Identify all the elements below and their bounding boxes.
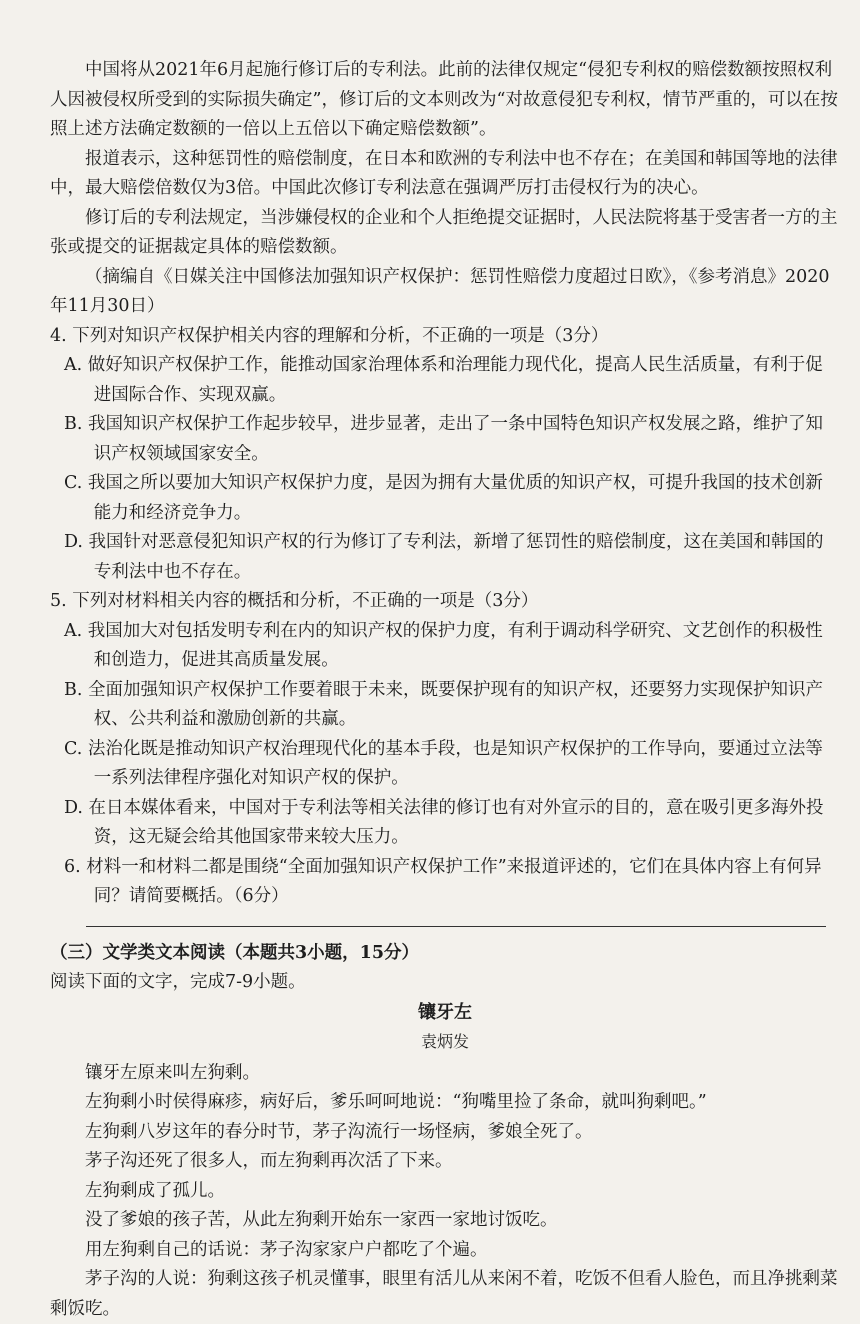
story-paragraph: 用左狗剩自己的话说：茅子沟家家户户都吃了个遍。 [85, 1239, 488, 1260]
passage-paragraph-2: 报道表示，这种惩罚性的赔偿制度，在日本和欧洲的专利法中也不存在；在美国和韩国等地的法律中，最大赔偿倍数仅为3倍。中国此次修订专利法意在强调严厉打击侵权行为的决心。 [50, 148, 838, 198]
story-paragraph: 茅子沟还死了很多人，而左狗剩再次活了下来。 [85, 1151, 453, 1171]
question-5-option-d: D. 在日本媒体看来，中国对于专利法等相关法律的修订也有对外宣示的目的，意在吸引更多海外投资，这无疑会给其他国家带来较大压力。 [64, 797, 824, 847]
passage-source: （摘编自《日媒关注中国修法加强知识产权保护：惩罚性赔偿力度超过日欧》，《参考消息》2020年11月30日） [50, 266, 830, 316]
story-author: 袁炳发 [420, 1032, 469, 1051]
question-4-option-d: D. 我国针对恶意侵犯知识产权的行为修订了专利法，新增了惩罚性的赔偿制度，这在美国和韩国的专利法中也不存在。 [64, 532, 824, 582]
story-title: 镶牙左 [418, 1001, 472, 1023]
story-paragraph: 没了爹娘的孩子苦，从此左狗剩开始东一家西一家地讨饭吃。 [85, 1210, 558, 1230]
question-4-stem: 4. 下列对知识产权保护相关内容的理解和分析，不正确的一项是（3分） [50, 325, 609, 346]
story-paragraph: 茅子沟的人说：狗剩这孩子机灵懂事，眼里有活儿从来闲不着，吃饭不但看人脸色，而且净挑剩菜剩饭吃。 [50, 1269, 838, 1319]
section-3-heading: （三）文学类文本阅读（本题共3小题，15分） [50, 942, 420, 963]
story-paragraph: 左狗剩八岁这年的春分时节，茅子沟流行一场怪病，爹娘全死了。 [85, 1121, 593, 1142]
story-paragraph: 左狗剩成了孤儿。 [85, 1180, 225, 1201]
question-5-option-c: C. 法治化既是推动知识产权治理现代化的基本手段，也是知识产权保护的工作导向，要通过立法等一系列法律程序强化对知识产权的保护。 [64, 738, 823, 788]
passage-paragraph-1: 中国将从2021年6月起施行修订后的专利法。此前的法律仅规定“侵犯专利权的赔偿数额按照权利人因被侵权所受到的实际损失确定”，修订后的文本则改为“对故意侵犯专利权，情节严重的，可以在按照上述方法确定数额的一倍以上五倍以下确定赔偿数额”。 [50, 60, 838, 139]
passage-paragraph-3: 修订后的专利法规定，当涉嫌侵权的企业和个人拒绝提交证据时，人民法院将基于受害者一方的主张或提交的证据裁定具体的赔偿数额。 [50, 207, 838, 257]
story-paragraph: 镶牙左原来叫左狗剩。 [85, 1062, 260, 1083]
section-3-instruction: 阅读下面的文字，完成7-9小题。 [50, 972, 306, 992]
question-4-option-b: B. 我国知识产权保护工作起步较早，进步显著，走出了一条中国特色知识产权发展之路，维护了知识产权领域国家安全。 [64, 414, 823, 464]
question-4-option-c: C. 我国之所以要加大知识产权保护力度，是因为拥有大量优质的知识产权，可提升我国的技术创新能力和经济竞争力。 [64, 473, 823, 523]
answer-line-divider [86, 926, 826, 927]
question-5-option-b: B. 全面加强知识产权保护工作要着眼于未来，既要保护现有的知识产权，还要努力实现保护知识产权、公共利益和激励创新的共赢。 [64, 679, 823, 729]
page-content [50, 56, 840, 1324]
question-6-stem: 6. 材料一和材料二都是围绕“全面加强知识产权保护工作”来报道评述的，它们在具体内容上有何异同？请简要概括。（6分） [64, 856, 822, 906]
question-5-option-a: A. 我国加大对包括发明专利在内的知识产权的保护力度，有利于调动科学研究、文艺创作的积极性和创造力，促进其高质量发展。 [64, 620, 823, 670]
question-4-option-a: A. 做好知识产权保护工作，能推动国家治理体系和治理能力现代化，提高人民生活质量，有利于促进国际合作、实现双赢。 [64, 355, 823, 405]
question-5-stem: 5. 下列对材料相关内容的概括和分析，不正确的一项是（3分） [50, 591, 539, 611]
story-paragraph: 左狗剩小时侯得麻疹，病好后，爹乐呵呵地说：“狗嘴里捡了条命，就叫狗剩吧。” [85, 1092, 707, 1112]
